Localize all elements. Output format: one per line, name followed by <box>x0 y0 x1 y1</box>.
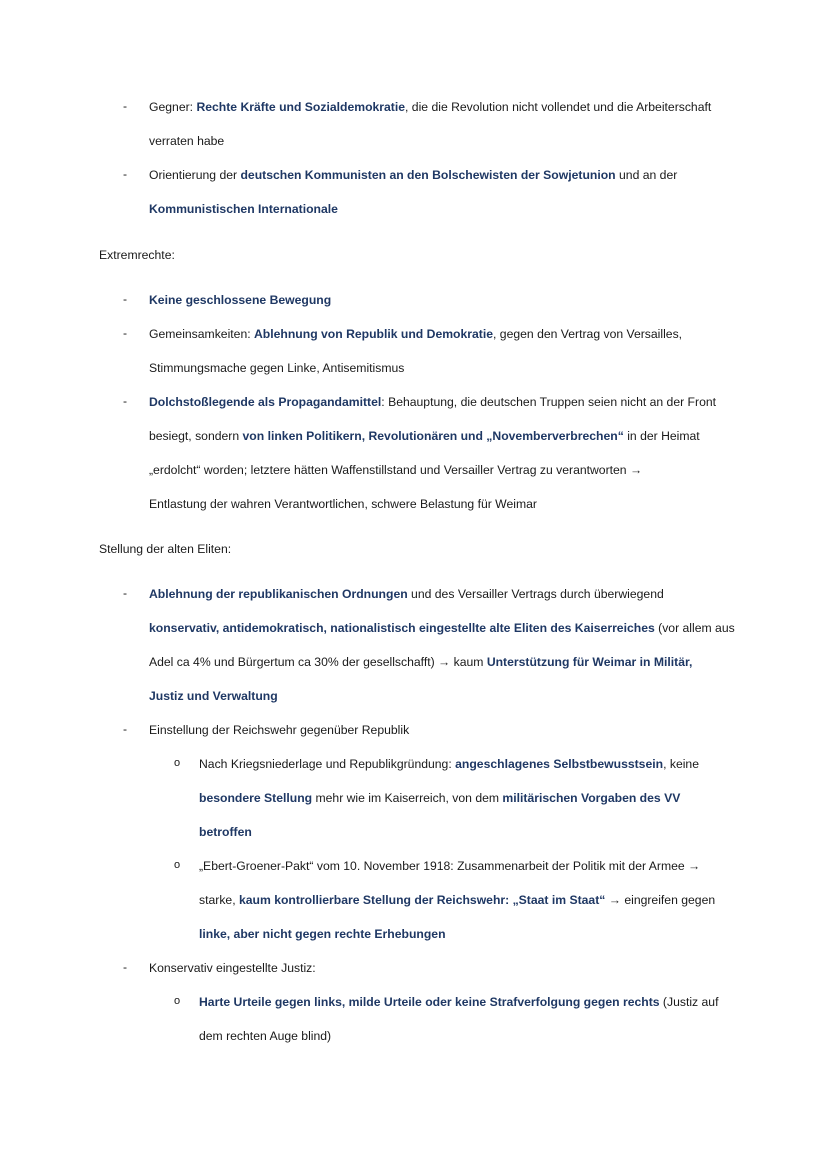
sublist-marker: o <box>174 859 181 871</box>
list-marker: - <box>123 586 128 600</box>
list-item: Einstellung der Reichswehr gegenüber Republik <box>149 723 410 737</box>
list-item-continuation: konservativ, antidemokratisch, nationalistisch eingestellte alte Eliten des Kaiserreiches (vor allem aus <box>149 621 735 635</box>
list-item: Ablehnung der republikanischen Ordnungen und des Versailler Vertrags durch überwiegend <box>149 587 664 601</box>
list-item: Gemeinsamkeiten: Ablehnung von Republik und Demokratie, gegen den Vertrag von Versailles, <box>149 327 683 341</box>
sublist-item-continuation: besondere Stellung mehr wie im Kaiserreich, von dem militärischen Vorgaben des VV <box>199 791 681 805</box>
sublist-marker: o <box>174 995 181 1007</box>
list-item: Gegner: Rechte Kräfte und Sozialdemokratie, die die Revolution nicht vollendet und die Arbeiterschaft <box>149 100 712 114</box>
list-item-continuation: „erdolcht“ worden; letztere hätten Waffenstillstand und Versailler Vertrag zu verantworten → <box>149 463 643 477</box>
list-item: Orientierung der deutschen Kommunisten an den Bolschewisten der Sowjetunion und an der <box>149 168 678 182</box>
list-item-continuation: verraten habe <box>149 134 225 148</box>
list-item-continuation: Kommunistischen Internationale <box>149 202 338 216</box>
list-item: Konservativ eingestellte Justiz: <box>149 961 316 975</box>
list-marker: - <box>123 167 128 181</box>
sublist-item: Harte Urteile gegen links, milde Urteile oder keine Strafverfolgung gegen rechts (Justiz auf <box>199 995 719 1009</box>
list-marker: - <box>123 292 128 306</box>
list-item-continuation: Justiz und Verwaltung <box>149 689 278 703</box>
sublist-item-continuation: dem rechten Auge blind) <box>199 1029 332 1043</box>
list-marker: - <box>123 960 128 974</box>
list-marker: - <box>123 326 128 340</box>
sublist-item-continuation: starke, kaum kontrollierbare Stellung der Reichswehr: „Staat im Staat“ → eingreifen gegen <box>199 893 716 907</box>
list-item-continuation: Stimmungsmache gegen Linke, Antisemitismus <box>149 361 405 375</box>
list-item-continuation: Entlastung der wahren Verantwortlichen, schwere Belastung für Weimar <box>149 497 537 511</box>
list-item-continuation: Adel ca 4% und Bürgertum ca 30% der gesellschafft) → kaum Unterstützung für Weimar in Militär, <box>149 655 693 669</box>
section-heading-extremrechte: Extremrechte: <box>99 248 175 262</box>
section-heading-eliten: Stellung der alten Eliten: <box>99 542 232 556</box>
sublist-marker: o <box>174 757 181 769</box>
list-item-continuation: besiegt, sondern von linken Politikern, Revolutionären und „Novemberverbrechen“ in der Heimat <box>149 429 700 443</box>
list-item: Keine geschlossene Bewegung <box>149 293 332 307</box>
sublist-item-continuation: betroffen <box>199 825 252 839</box>
list-marker: - <box>123 722 128 736</box>
list-marker: - <box>123 99 128 113</box>
sublist-item: Nach Kriegsniederlage und Republikgründung: angeschlagenes Selbstbewusstsein, keine <box>199 757 699 771</box>
list-item: Dolchstoßlegende als Propagandamittel: Behauptung, die deutschen Truppen seien nicht an der Front <box>149 395 717 409</box>
sublist-item: „Ebert-Groener-Pakt“ vom 10. November 1918: Zusammenarbeit der Politik mit der Armee → <box>199 859 701 873</box>
sublist-item-continuation: linke, aber nicht gegen rechte Erhebungen <box>199 927 446 941</box>
list-marker: - <box>123 394 128 408</box>
